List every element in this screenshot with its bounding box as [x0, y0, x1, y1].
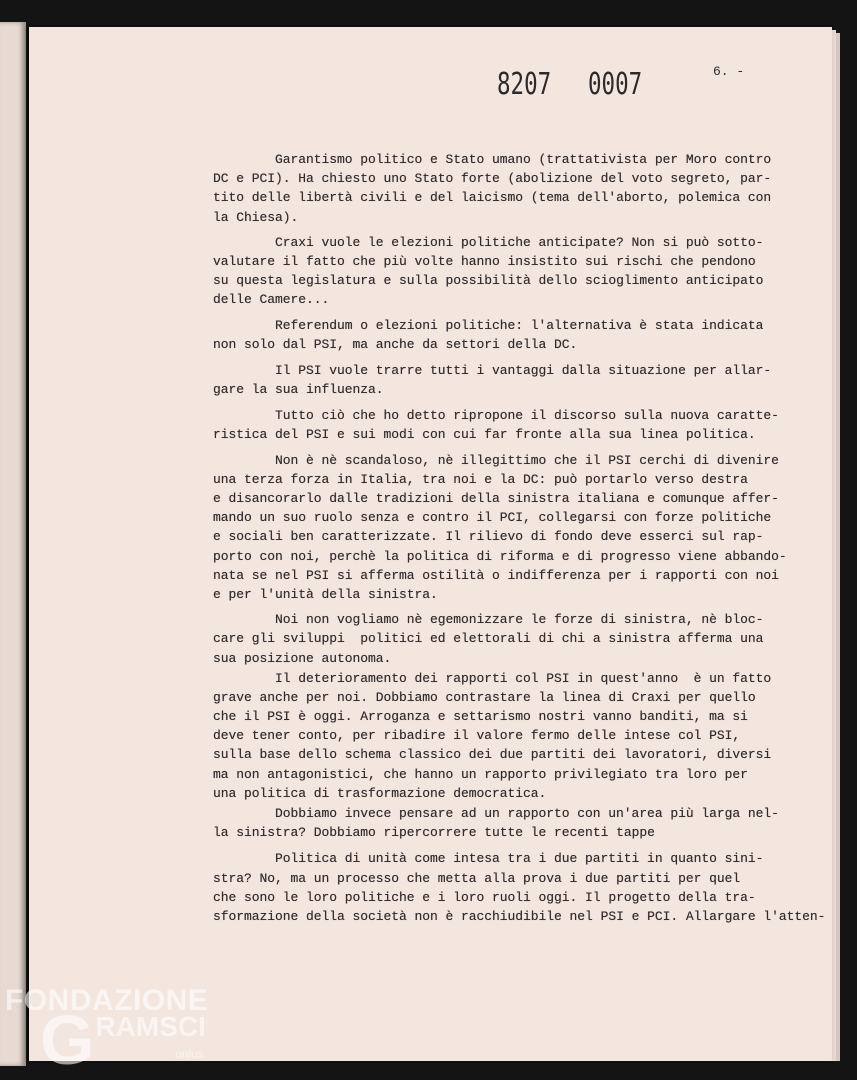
text-line: Craxi vuole le elezioni politiche anticipate? Non si può sotto-	[275, 234, 764, 250]
paragraph	[213, 804, 843, 842]
text-line: Politica di unità come intesa tra i due partiti in quanto sini-	[275, 851, 764, 867]
paragraph	[213, 610, 843, 668]
text-line: deve tener conto, per ribadire il valore fermo delle intese col PSI,	[213, 728, 741, 744]
document-body	[213, 150, 843, 926]
watermark-line2: GRAMSCI	[40, 1001, 206, 1079]
text-line: tito delle libertà civili e del laicismo (tema dell'aborto, polemica con	[213, 190, 772, 206]
paragraph	[213, 451, 843, 605]
text-line: Referendum o elezioni politiche: l'alternativa è stata indicata	[275, 317, 764, 333]
text-line: gare la sua influenza.	[213, 382, 384, 398]
text-line: che il PSI è oggi. Arroganza e settarismo nostri vanno banditi, ma si	[213, 709, 748, 725]
document-code-left: 8207	[497, 67, 552, 102]
text-line: stra? No, ma un processo che metta alla prova i due partiti per quel	[213, 870, 741, 886]
text-line: che sono le loro politiche e i loro ruoli oggi. Il progetto della tra-	[213, 889, 756, 905]
previous-page-edge	[0, 22, 26, 1066]
text-line: una terza forza in Italia, tra noi e la DC: può portarlo verso destra	[213, 471, 748, 487]
text-line: e sociali ben caratterizzate. Il rilievo di fondo deve esserci sul rap-	[213, 529, 764, 545]
page-number: 6. -	[713, 64, 745, 79]
text-line: Dobbiamo invece pensare ad un rapporto con un'area più larga nel-	[275, 806, 779, 821]
paragraph	[213, 669, 843, 803]
text-line: ma non antagonistici, che hanno un rapporto privilegiato tra loro per	[213, 766, 748, 782]
watermark-line1: FONDAZIONE	[5, 984, 209, 1017]
watermark-suffix: onlus	[175, 1047, 204, 1061]
paragraph	[213, 233, 843, 310]
text-line: e per l'unità della sinistra.	[213, 586, 438, 602]
paragraph	[213, 361, 843, 399]
text-line: Non è nè scandaloso, nè illegittimo che il PSI cerchi di divenire	[275, 452, 779, 468]
text-line: e disancorarlo dalle tradizioni della sinistra italiana e comunque affer-	[213, 491, 779, 506]
text-line: ristica del PSI e sui modi con cui far fronte alla sua linea politica.	[213, 427, 756, 443]
text-line: la Chiesa).	[213, 209, 299, 225]
text-line: grave anche per noi. Dobbiamo contrastare la linea di Craxi per quello	[213, 689, 756, 705]
paragraph	[213, 849, 843, 926]
text-line: sulla base dello schema classico dei due partiti dei lavoratori, diversi	[213, 747, 772, 763]
text-line: porto con noi, perchè la politica di riforma e di progresso viene abbando-	[213, 548, 787, 564]
text-line: Il deterioramento dei rapporti col PSI in quest'anno è un fatto	[275, 670, 772, 686]
text-line: nata se nel PSI si afferma ostilità o indifferenza per i rapporti con noi	[213, 567, 779, 583]
paragraph	[213, 316, 843, 354]
document-code-right: 0007	[588, 67, 643, 102]
text-line: care gli sviluppi politici ed elettorali di chi a sinistra afferma una	[213, 631, 764, 647]
text-line: valutare il fatto che più volte hanno insistito sui rischi che pendono	[213, 253, 756, 269]
paragraph	[213, 150, 843, 227]
text-line: sformazione della società non è racchiudibile nel PSI e PCI. Allargare l'atten-	[213, 908, 826, 924]
text-line: Tutto ciò che ho detto ripropone il discorso sulla nuova caratte-	[275, 408, 779, 424]
text-line: la sinistra? Dobbiamo ripercorrere tutte le recenti tappe	[213, 825, 655, 841]
text-line: delle Camere...	[213, 292, 330, 308]
text-line: DC e PCI). Ha chiesto uno Stato forte (abolizione del voto segreto, par-	[213, 171, 772, 187]
text-line: mando un suo ruolo senza e contro il PCI, collegarsi con forze politiche	[213, 510, 772, 526]
text-line: Il PSI vuole trarre tutti i vantaggi dalla situazione per allar-	[275, 362, 772, 378]
text-line: sua posizione autonoma.	[213, 650, 392, 666]
text-line: su questa legislatura e sulla possibilità dello scioglimento anticipato	[213, 273, 764, 289]
paragraph	[213, 406, 843, 444]
text-line: Noi non vogliamo nè egemonizzare le forze di sinistra, nè bloc-	[275, 612, 764, 628]
text-line: non solo dal PSI, ma anche da settori della DC.	[213, 336, 578, 352]
text-line: Garantismo politico e Stato umano (trattativista per Moro contro	[275, 152, 772, 167]
text-line: una politica di trasformazione democratica.	[213, 785, 547, 801]
